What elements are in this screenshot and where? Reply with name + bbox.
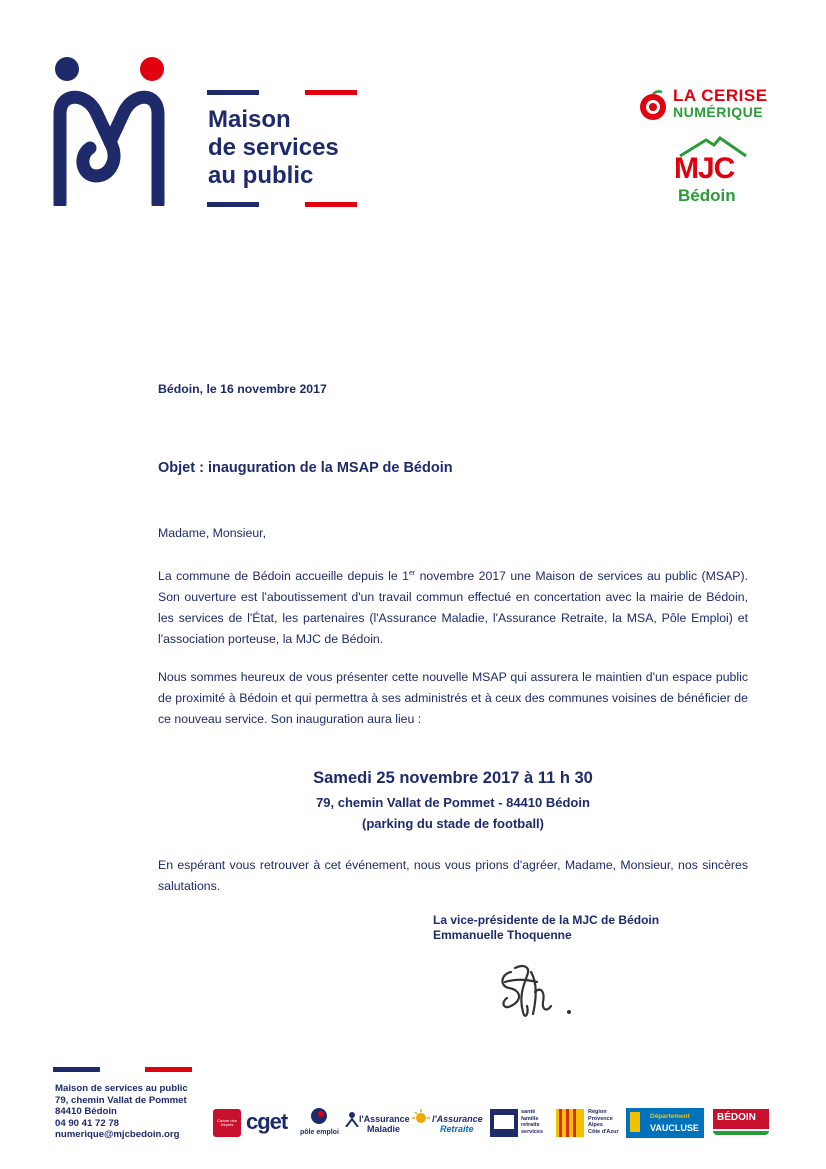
- departement-line2: VAUCLUSE: [650, 1123, 699, 1133]
- person-icon: [345, 1111, 359, 1127]
- logo-bottom-bar: [207, 202, 357, 207]
- footer-blue-bar: [53, 1067, 100, 1072]
- para1-start: La commune de Bédoin accueille depuis le 1: [158, 569, 409, 584]
- para1-end: novembre 2017 une Maison de services au public (MSAP). Son ouverture est l'aboutissement d'un travail commun effectué en concertation avec la mairie de Bédoin, les services de l'État, les partenaires (l'Assurance Maladie, l'Assurance Retraite, la MSA, Pôle Emploi) et l'association porteuse, la MJC de Bédoin.: [158, 569, 749, 647]
- cget-text: cget: [246, 1109, 288, 1134]
- assurance-maladie-logo: [345, 1107, 409, 1137]
- letter-salutation: Madame, Monsieur,: [158, 526, 266, 540]
- event-place: (parking du stade de football): [361, 816, 544, 831]
- bedoin-text: Bédoin: [678, 186, 736, 205]
- footer-line: Maison de services au public: [55, 1083, 188, 1094]
- mjc-text: MJC: [674, 152, 735, 185]
- cget-logo: [246, 1107, 296, 1137]
- bedoin-logo-text: BÉDOIN: [717, 1112, 756, 1123]
- msap-logo-mark: [50, 56, 170, 206]
- letter-date: Bédoin, le 16 novembre 2017: [158, 382, 327, 396]
- caisse-depots-logo: [213, 1107, 241, 1137]
- event-date: Samedi 25 novembre 2017 à 11 h 30: [313, 769, 593, 787]
- closing-paragraph: En espérant vous retrouver à cet événement, nous vous prions d'agréer, Madame, Monsieur, nos sincères salutations.: [158, 858, 748, 893]
- signature-role: La vice-présidente de la MJC de Bédoin: [433, 913, 660, 927]
- sun-icon: [412, 1109, 430, 1127]
- pole-emploi-icon: [310, 1107, 328, 1125]
- region-line: Provence: [588, 1115, 613, 1122]
- bedoin-town-logo: [713, 1107, 769, 1137]
- logo-line-2: de services: [208, 134, 339, 161]
- logo-line-1: Maison: [208, 106, 291, 133]
- cerise-line-2: NUMÉRIQUE: [673, 104, 764, 120]
- departement-vaucluse-logo: [626, 1107, 704, 1137]
- region-line: Alpes: [588, 1122, 603, 1128]
- msa-line: retraite: [521, 1122, 540, 1128]
- departement-line1: Département: [650, 1113, 690, 1120]
- msa-logo: [490, 1107, 552, 1137]
- signature-block: [433, 913, 659, 943]
- paragraph-2: Nous sommes heureux de vous présenter cette nouvelle MSAP qui assurera le maintien d'un espace public de proximité à Bédoin et qui permettra à ses administrés et à ceux des communes voisines de bénéficier de ce nouveau service. Son inauguration aura lieu :: [158, 670, 748, 726]
- pole-emploi-text: pôle emploi: [300, 1129, 339, 1136]
- maladie-line2: Maladie: [367, 1124, 401, 1134]
- cherry-icon: [637, 90, 669, 122]
- logo-line-3: au public: [208, 162, 314, 189]
- event-address: 79, chemin Vallat de Pommet - 84410 Bédoin: [316, 795, 590, 810]
- cerise-numerique-logo: [637, 88, 777, 124]
- pole-emploi-logo: [300, 1107, 340, 1137]
- signature-name: Emmanuelle Thoquenne: [433, 928, 572, 942]
- logo-top-bar: [207, 90, 357, 95]
- msa-line: santé: [521, 1109, 536, 1115]
- assurance-retraite-logo: [412, 1107, 486, 1137]
- handwritten-signature: [497, 962, 579, 1024]
- footer-phone: 04 90 41 72 78: [55, 1117, 120, 1129]
- paragraph-1: [158, 563, 748, 650]
- msa-line: services: [521, 1128, 544, 1135]
- retraite-line2: Retraite: [440, 1124, 474, 1134]
- footer-address: [55, 1083, 188, 1141]
- maladie-line1: l'Assurance: [359, 1114, 410, 1124]
- footer-line: 79, chemin Vallat de Pommet: [55, 1094, 187, 1106]
- mjc-bedoin-logo: [670, 136, 760, 208]
- msap-logo-title: [208, 106, 339, 190]
- footer-line: 84410 Bédoin: [55, 1106, 117, 1118]
- cerise-line-1: LA CERISE: [673, 86, 768, 105]
- footer-email[interactable]: numerique@mjcbedoin.org: [55, 1129, 180, 1141]
- caisse-text: Caisse des Dépôts: [217, 1118, 237, 1127]
- msa-line: famille: [521, 1115, 539, 1122]
- retraite-line1: l'Assurance: [432, 1114, 483, 1124]
- footer-red-bar: [145, 1067, 192, 1072]
- letter-subject: Objet : inauguration de la MSAP de Bédoin: [158, 460, 453, 476]
- para1-superscript: er: [408, 570, 416, 577]
- region-line: Région: [588, 1109, 607, 1115]
- region-paca-logo: [556, 1107, 620, 1137]
- region-line: Côte d'Azur: [588, 1128, 619, 1135]
